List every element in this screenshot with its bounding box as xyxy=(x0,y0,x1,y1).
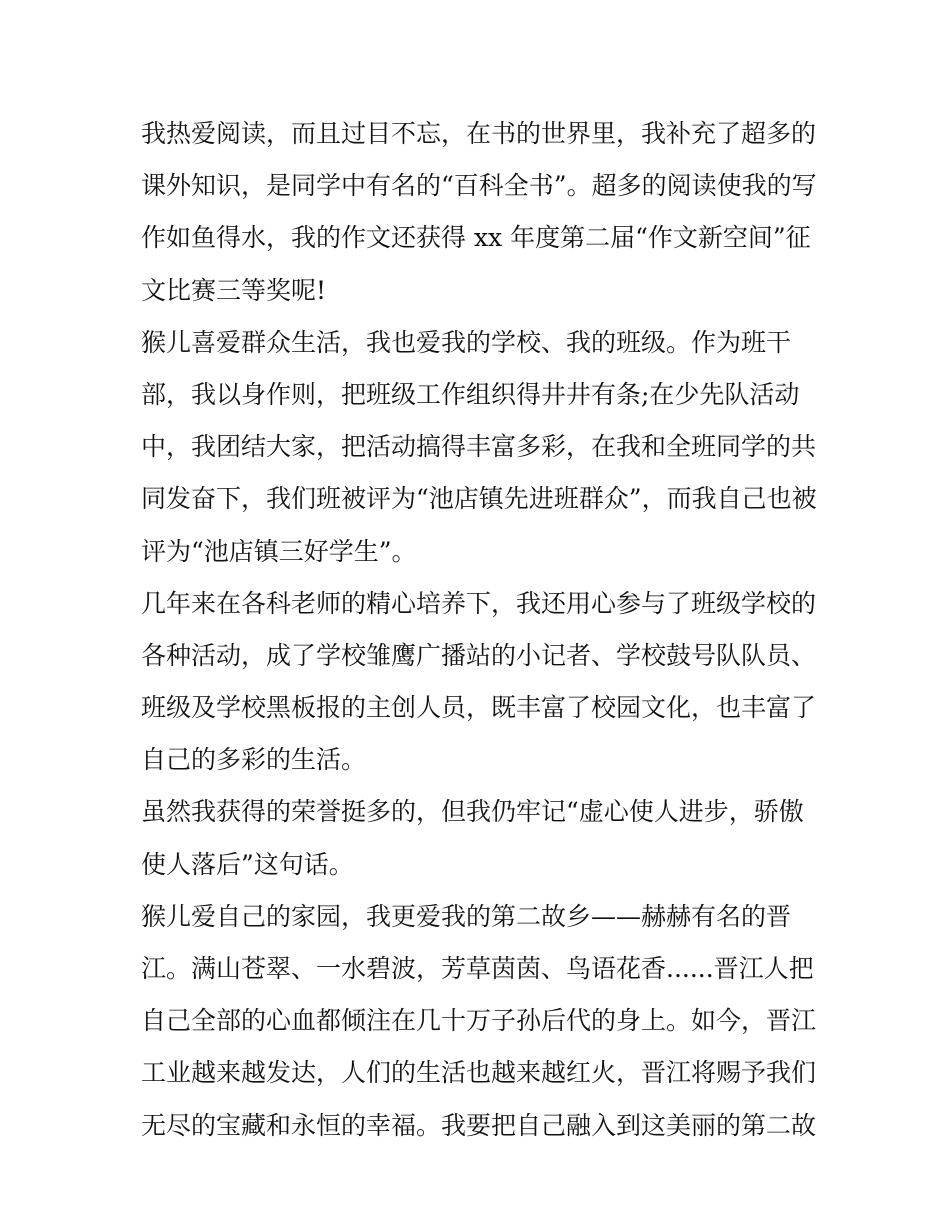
text-line: 自己的多彩的生活。 xyxy=(141,745,367,775)
text-line: 自己全部的心血都倾注在几十万子孙后代的身上。如今，晋江 xyxy=(141,1006,817,1036)
body-text xyxy=(141,108,821,1152)
text-line: 工业越来越发达，人们的生活也越来越红火，晋江将赐予我们 xyxy=(141,1058,817,1088)
text-line: 各种活动，成了学校雏鹰广播站的小记者、学校鼓号队队员、 xyxy=(141,640,817,670)
text-line: 我热爱阅读，而且过目不忘，在书的世界里，我补充了超多的 xyxy=(141,119,817,148)
text-line: 无尽的宝藏和永恒的幸福。我要把自己融入到这美丽的第二故 xyxy=(141,1110,817,1140)
text-line: 作如鱼得水，我的作文还获得 xx 年度第二届“作文新空间”征 xyxy=(141,223,811,253)
text-line: 部，我以身作则，把班级工作组织得井井有条;在少先队活动 xyxy=(141,379,800,409)
text-line: 班级及学校黑板报的主创人员，既丰富了校园文化，也丰富了 xyxy=(141,693,817,723)
text-line: 几年来在各科老师的精心培养下，我还用心参与了班级学校的 xyxy=(141,588,817,618)
text-line: 评为“池店镇三好学生”。 xyxy=(141,536,417,566)
text-line: 猴儿爱自己的家园，我更爱我的第二故乡——赫赫有名的晋 xyxy=(141,901,792,931)
text-line: 江。满山苍翠、一水碧波，芳草茵茵、鸟语花香......晋江人把 xyxy=(141,954,814,983)
text-line: 同发奋下，我们班被评为“池店镇先进班群众”，而我自己也被 xyxy=(141,484,817,514)
text-line: 猴儿喜爱群众生活，我也爱我的学校、我的班级。作为班干 xyxy=(141,327,792,357)
text-line: 中，我团结大家，把活动搞得丰富多彩，在我和全班同学的共 xyxy=(141,432,817,462)
text-line: 文比赛三等奖呢! xyxy=(141,275,327,305)
text-line: 课外知识，是同学中有名的“百科全书”。超多的阅读使我的写 xyxy=(141,171,817,201)
text-line: 虽然我获得的荣誉挺多的，但我仍牢记“虚心使人进步，骄傲 xyxy=(141,797,804,827)
text-line: 使人落后”这句话。 xyxy=(141,849,354,879)
